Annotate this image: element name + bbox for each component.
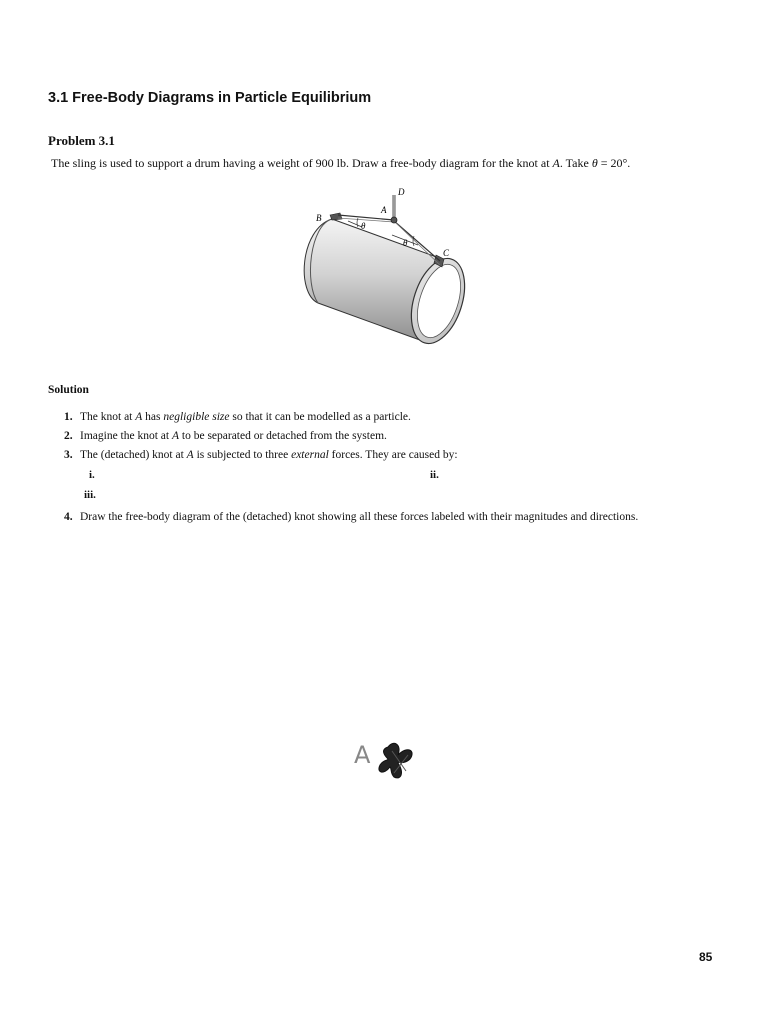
label-theta-1: θ <box>361 221 366 231</box>
theta-arc-2 <box>413 236 414 246</box>
problem-theta: θ <box>591 156 598 170</box>
knot-icon <box>379 743 412 778</box>
label-a: A <box>381 205 387 215</box>
problem-statement <box>51 156 630 171</box>
page-number: 85 <box>699 950 713 964</box>
knot-label: A <box>354 741 371 769</box>
step-text: forces. They are caused by: <box>328 449 458 461</box>
problem-var-a: A <box>552 156 560 170</box>
step-text: The (detached) knot at <box>80 449 187 461</box>
step-text: The knot at <box>80 411 136 423</box>
step-text: to be separated or detached from the system. <box>179 430 387 442</box>
step-text: so that it can be modelled as a particle. <box>229 411 411 423</box>
hook-b <box>330 213 342 220</box>
problem-title: Problem 3.1 <box>48 133 115 148</box>
problem-text-1: The sling is used to support a drum having a weight of 900 lb. Draw a free-body diagram for the knot at <box>51 156 553 170</box>
step-var-a: A <box>186 449 194 461</box>
solution-title: Solution <box>48 384 89 396</box>
step-var-a: A <box>135 411 143 423</box>
step-number: 1. <box>64 411 73 423</box>
cable-ab-2 <box>338 218 394 222</box>
step-text: is subjected to three <box>193 449 292 461</box>
problem-text-3: = 20°. <box>597 156 631 170</box>
cable-ab <box>338 215 394 220</box>
step-number: 2. <box>64 430 73 442</box>
step-text: has <box>142 411 164 423</box>
sub-item-iii: iii. <box>84 489 96 501</box>
step-emphasis: negligible size <box>163 411 230 423</box>
problem-text-2: . Take <box>559 156 592 170</box>
label-d: D <box>398 187 405 197</box>
drum-sling-figure <box>290 183 480 353</box>
step-text: Imagine the knot at <box>80 430 172 442</box>
solution-step-4 <box>64 511 638 523</box>
knot-a <box>391 217 397 223</box>
label-c: C <box>443 248 450 258</box>
label-b: B <box>316 213 322 223</box>
solution-step-2 <box>64 430 387 442</box>
step-number: 4. <box>64 511 73 523</box>
solution-step-3 <box>64 449 458 461</box>
step-emphasis: external <box>291 449 329 461</box>
solution-step-1 <box>64 411 411 423</box>
step-text: Draw the free-body diagram of the (detached) knot showing all these forces labeled with their magnitudes and directions. <box>80 511 639 523</box>
knot-sketch <box>350 735 420 785</box>
section-title: 3.1 Free-Body Diagrams in Particle Equilibrium <box>48 90 372 106</box>
step-number: 3. <box>64 449 73 461</box>
sub-item-i: i. <box>89 469 95 481</box>
label-theta-2: θ <box>403 238 408 248</box>
step-var-a: A <box>171 430 180 442</box>
sub-item-ii: ii. <box>430 469 439 481</box>
